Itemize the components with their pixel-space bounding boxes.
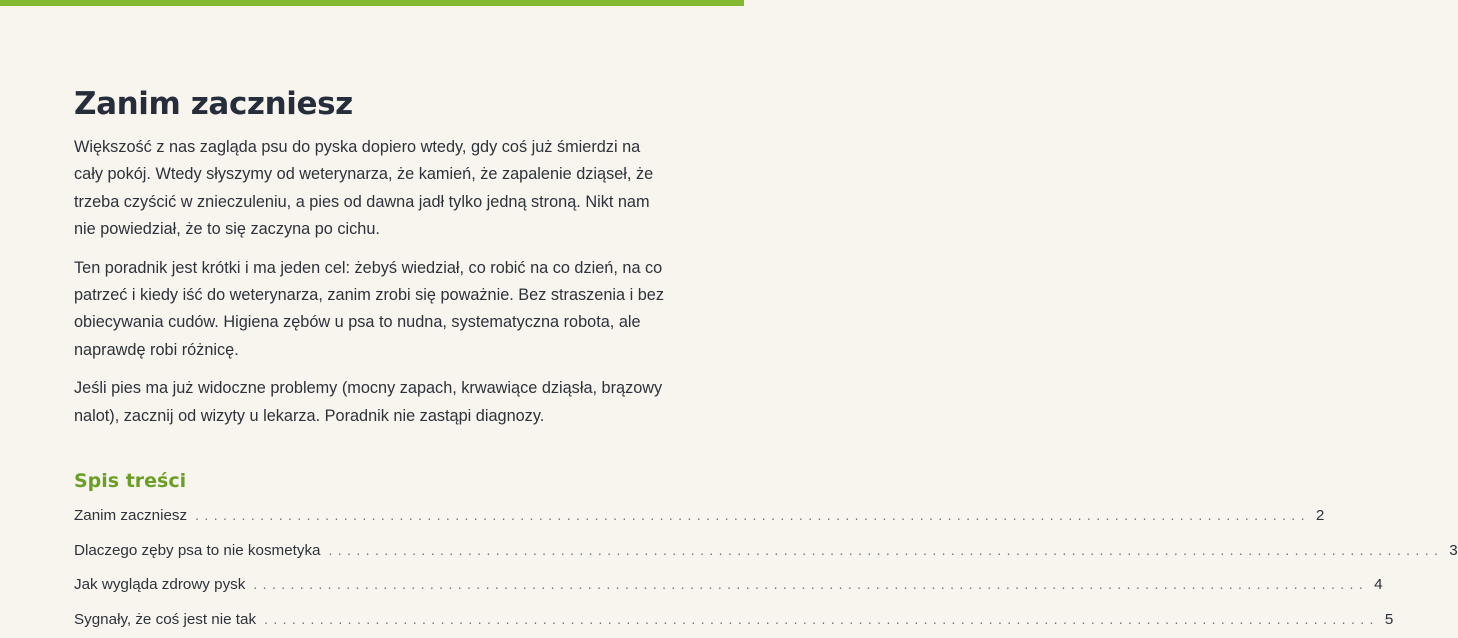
toc-entry-title: Dlaczego zęby psa to nie kosmetyka	[74, 541, 321, 559]
toc-entry[interactable]	[74, 533, 1458, 568]
intro-paragraph: Ten poradnik jest krótki i ma jeden cel: żebyś wiedział, co robić na co dzień, na co patrzeć i kiedy iść do weterynarza, zanim zrobi się poważnie. Bez straszenia i bez obiecywania cudów. Higiena zębów u psa to nudna, systematyczna robota, ale naprawdę robi różnicę.	[74, 258, 665, 359]
toc-leader-dots: ........................................................................................................................	[253, 576, 1369, 593]
intro-paragraph: Większość z nas zagląda psu do pyska dopiero wtedy, gdy coś już śmierdzi na cały pokój. Wtedy słyszymy od weterynarza, że kamień, że zapalenie dziąseł, że trzeba czyścić w znieczuleniu, a pies od dawna jadł tylko jedną stroną. Nikt nam nie powiedział, że to się zaczyna po cichu.	[74, 138, 654, 239]
toc-entry-title: Zanim zaczniesz	[74, 507, 188, 525]
intro-paragraph: Jeśli pies ma już widoczne problemy (mocny zapach, krwawiące dziąsła, brązowy nalot), zacznij od wizyty u lekarza. Poradnik nie zastąpi diagnozy.	[74, 379, 663, 425]
accent-bar	[0, 0, 744, 6]
toc-page-number: 3	[1449, 541, 1458, 559]
table-of-contents	[74, 498, 1458, 637]
page-content	[74, 84, 1458, 637]
intro-section	[74, 134, 668, 430]
toc-entry-title: Sygnały, że coś jest nie tak	[74, 611, 257, 629]
toc-leader-dots: ........................................................................................................................	[328, 541, 1444, 558]
toc-entry[interactable]	[74, 498, 1325, 533]
toc-leader-dots: ........................................................................................................................	[195, 507, 1310, 524]
toc-leader-dots: ........................................................................................................................	[264, 611, 1379, 628]
toc-entry[interactable]	[74, 602, 1394, 637]
page-title: Zanim zaczniesz	[74, 86, 353, 122]
toc-page-number: 5	[1384, 611, 1394, 629]
toc-page-number: 2	[1315, 507, 1325, 525]
toc-entry[interactable]	[74, 567, 1383, 602]
toc-heading: Spis treści	[74, 470, 187, 493]
toc-entry-title: Jak wygląda zdrowy pysk	[74, 576, 246, 594]
toc-page-number: 4	[1374, 576, 1383, 594]
